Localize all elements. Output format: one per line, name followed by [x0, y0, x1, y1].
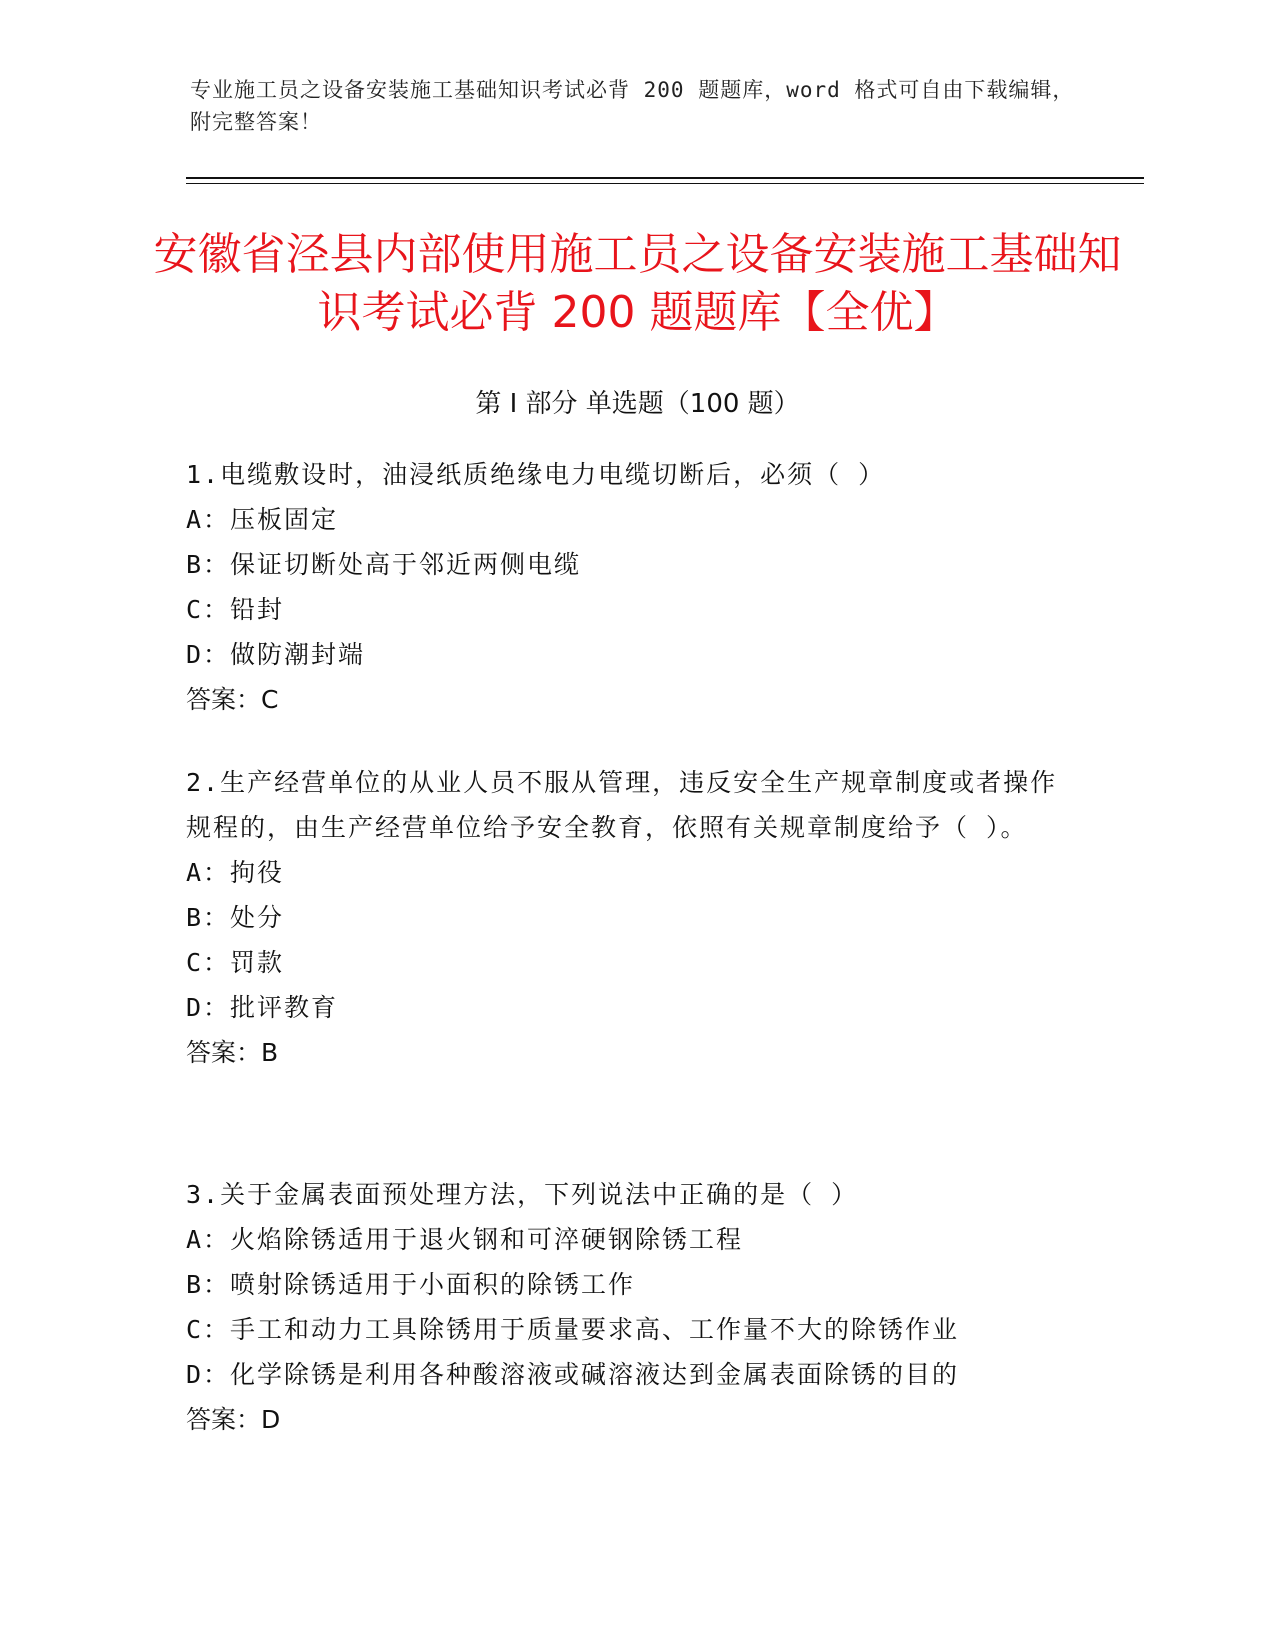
header-note: 专业施工员之设备安装施工基础知识考试必背 200 题题库，word 格式可自由下载编辑，附完整答案！ — [190, 78, 1075, 134]
section-heading: 第 I 部分 单选题（100 题） — [475, 389, 800, 419]
question-stem: 1.电缆敷设时，油浸纸质绝缘电力电缆切断后，必须（ ） — [186, 460, 886, 489]
answer: 答案：C — [186, 685, 279, 714]
option-a: A：压板固定 — [186, 505, 339, 534]
option-d: D：批评教育 — [186, 993, 339, 1022]
question-stem: 3.关于金属表面预处理方法，下列说法中正确的是（ ） — [186, 1180, 859, 1209]
option-b: B：喷射除锈适用于小面积的除锈工作 — [186, 1270, 636, 1299]
option-c: C：罚款 — [186, 948, 285, 977]
option-b: B：保证切断处高于邻近两侧电缆 — [186, 550, 582, 579]
question-2 — [186, 760, 1066, 1075]
header-divider-thin — [186, 183, 1144, 184]
option-d: D：做防潮封端 — [186, 640, 366, 669]
option-c: C：铅封 — [186, 595, 285, 624]
question-stem: 2.生产经营单位的从业人员不服从管理，违反安全生产规章制度或者操作规程的，由生产经营单位给予安全教育，依照有关规章制度给予（ ）。 — [186, 768, 1058, 842]
answer: 答案：B — [186, 1038, 279, 1067]
option-c: C：手工和动力工具除锈用于质量要求高、工作量不大的除锈作业 — [186, 1315, 960, 1344]
question-1 — [186, 452, 1066, 722]
option-a: A：拘役 — [186, 858, 285, 887]
answer: 答案：D — [186, 1405, 281, 1434]
option-a: A：火焰除锈适用于退火钢和可淬硬钢除锈工程 — [186, 1225, 744, 1254]
option-d: D：化学除锈是利用各种酸溶液或碱溶液达到金属表面除锈的目的 — [186, 1360, 960, 1389]
header-divider-thick — [186, 177, 1144, 179]
question-3 — [186, 1172, 1066, 1442]
option-b: B：处分 — [186, 903, 285, 932]
document-title: 安徽省泾县内部使用施工员之设备安装施工基础知识考试必背 200 题题库【全优】 — [153, 229, 1122, 338]
